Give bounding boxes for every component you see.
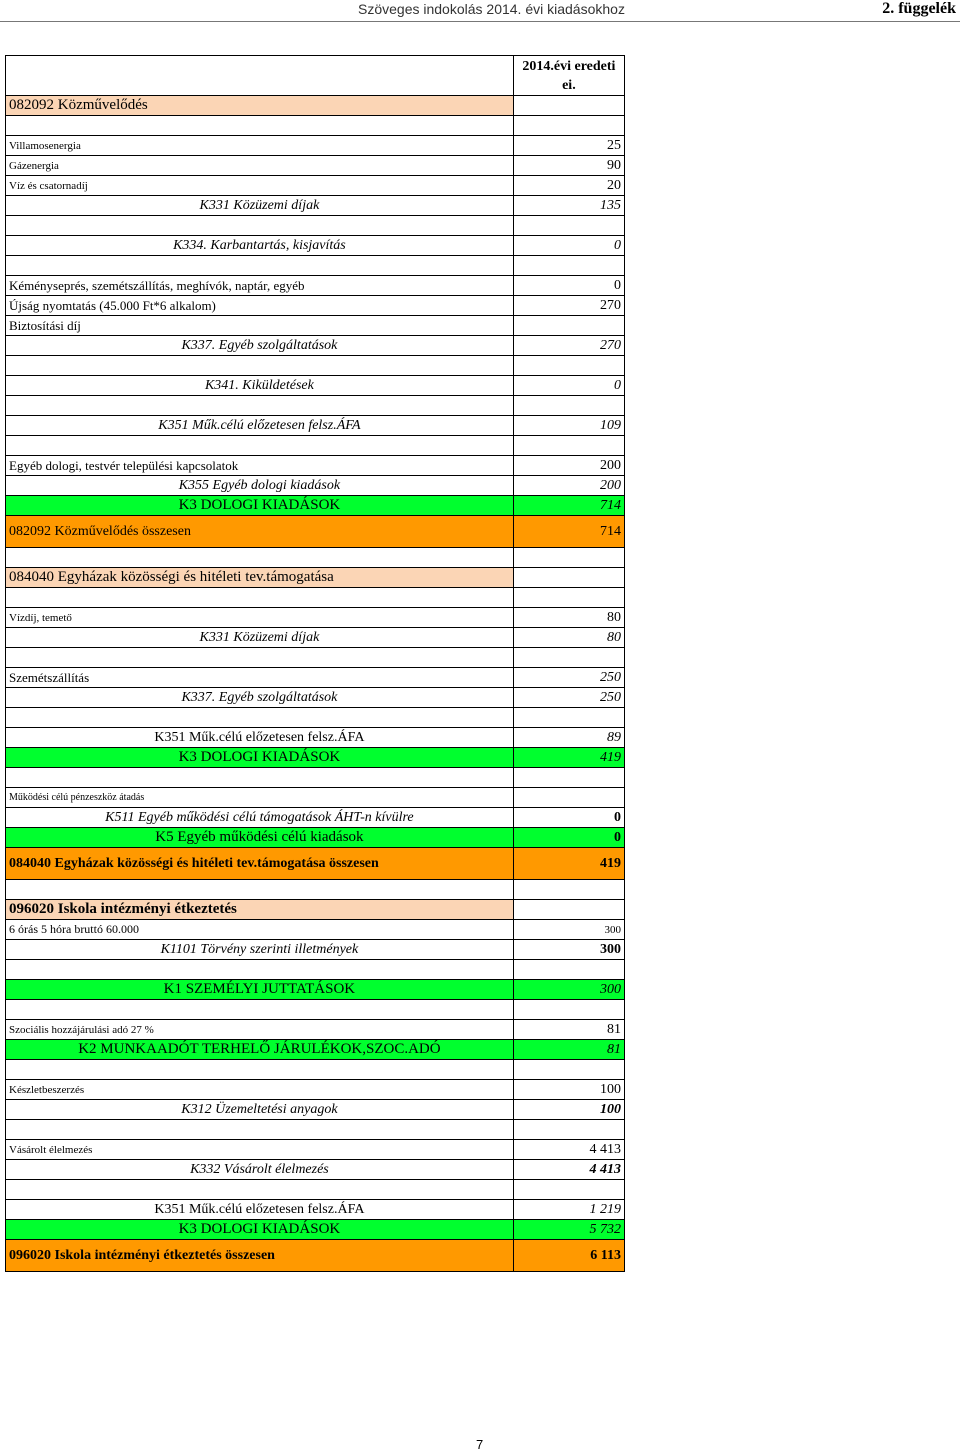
subtotal-label: K332 Vásárolt élelmezés — [6, 1160, 514, 1180]
label-cell — [6, 436, 514, 456]
subtotal-label: K337. Egyéb szolgáltatások — [6, 688, 514, 708]
column-header: 2014.évi eredeti ei. — [513, 56, 624, 96]
item-row — [6, 276, 625, 296]
section-row — [6, 568, 625, 588]
subtotal-row — [6, 476, 625, 496]
subtotal-value: 0 — [513, 376, 624, 396]
value-cell — [513, 1120, 624, 1140]
subtotal-label: K331 Közüzemi díjak — [6, 196, 514, 216]
label-cell — [6, 1060, 514, 1080]
page-number: 7 — [476, 1437, 484, 1452]
item-row — [6, 296, 625, 316]
empty-row — [6, 396, 625, 416]
category-total-label: K2 MUNKAADÓT TERHELŐ JÁRULÉKOK,SZOC.ADÓ — [6, 1040, 514, 1060]
subtotal-row — [6, 196, 625, 216]
subtotal-value: 109 — [513, 416, 624, 436]
subtotal-value: 135 — [513, 196, 624, 216]
subtotal-row — [6, 1100, 625, 1120]
label-cell — [6, 1000, 514, 1020]
label-cell — [6, 1120, 514, 1140]
item-value — [513, 316, 624, 336]
item-row — [6, 176, 625, 196]
section-row — [6, 900, 625, 920]
section-total-row — [6, 848, 625, 880]
subtotal-row — [6, 1160, 625, 1180]
section-total-value: 714 — [513, 516, 624, 548]
category-total-value: 419 — [513, 748, 624, 768]
value-cell — [513, 768, 624, 788]
empty-row — [6, 548, 625, 568]
item-label: Szociális hozzájárulási adó 27 % — [6, 1020, 514, 1040]
item-label: Egyéb dologi, testvér települési kapcsolatok — [6, 456, 514, 476]
label-cell — [6, 216, 514, 236]
subtotal-value: 4 413 — [513, 1160, 624, 1180]
column-header-row — [6, 56, 625, 96]
label-cell — [6, 960, 514, 980]
item-value: 250 — [513, 668, 624, 688]
value-cell — [513, 96, 624, 116]
label-cell — [6, 396, 514, 416]
label-cell — [6, 1180, 514, 1200]
item-value: 80 — [513, 608, 624, 628]
subtotal-value: 1 219 — [513, 1200, 624, 1220]
empty-row — [6, 768, 625, 788]
category-total-value: 0 — [513, 828, 624, 848]
subtotal-row — [6, 236, 625, 256]
subtotal-label: K331 Közüzemi díjak — [6, 628, 514, 648]
category-total-row — [6, 496, 625, 516]
subtotal-value: 300 — [513, 940, 624, 960]
value-cell — [513, 1060, 624, 1080]
category-total-value: 5 732 — [513, 1220, 624, 1240]
subtotal-row — [6, 376, 625, 396]
item-row — [6, 668, 625, 688]
appendix-label: 2. függelék — [882, 0, 956, 17]
category-total-row — [6, 980, 625, 1000]
subtotal-label: K312 Üzemeltetési anyagok — [6, 1100, 514, 1120]
header-divider — [0, 21, 960, 22]
subtotal-label: K351 Műk.célú előzetesen felsz.ÁFA — [6, 728, 514, 748]
subtotal-value: 270 — [513, 336, 624, 356]
value-cell — [513, 708, 624, 728]
empty-row — [6, 588, 625, 608]
item-row — [6, 1140, 625, 1160]
value-cell — [513, 356, 624, 376]
category-total-value: 714 — [513, 496, 624, 516]
value-cell — [513, 900, 624, 920]
category-total-value: 81 — [513, 1040, 624, 1060]
value-cell — [513, 396, 624, 416]
subtotal-row — [6, 688, 625, 708]
label-cell — [6, 648, 514, 668]
item-label: Villamosenergia — [6, 136, 514, 156]
page-header — [0, 0, 960, 20]
category-total-row — [6, 748, 625, 768]
subtotal-label: K351 Műk.célú előzetesen felsz.ÁFA — [6, 1200, 514, 1220]
empty-row — [6, 880, 625, 900]
empty-row — [6, 116, 625, 136]
value-cell — [513, 548, 624, 568]
category-total-label: K1 SZEMÉLYI JUTTATÁSOK — [6, 980, 514, 1000]
item-value — [513, 788, 624, 808]
subtotal-label: K355 Egyéb dologi kiadások — [6, 476, 514, 496]
empty-row — [6, 1000, 625, 1020]
subtotal-value: 0 — [513, 808, 624, 828]
item-label: Gázenergia — [6, 156, 514, 176]
section-total-label: 082092 Közművelődés összesen — [6, 516, 514, 548]
subtotal-row — [6, 416, 625, 436]
value-cell — [513, 1180, 624, 1200]
section-total-row — [6, 516, 625, 548]
item-row — [6, 1020, 625, 1040]
item-label: Vásárolt élelmezés — [6, 1140, 514, 1160]
subtotal-row — [6, 808, 625, 828]
section-total-value: 419 — [513, 848, 624, 880]
item-label: Víz és csatornadíj — [6, 176, 514, 196]
subtotal-row — [6, 940, 625, 960]
item-label: Biztosítási díj — [6, 316, 514, 336]
section-row — [6, 96, 625, 116]
empty-row — [6, 216, 625, 236]
subtotal-value: 89 — [513, 728, 624, 748]
value-cell — [513, 588, 624, 608]
label-cell — [6, 588, 514, 608]
subtotal-value: 250 — [513, 688, 624, 708]
category-total-label: K3 DOLOGI KIADÁSOK — [6, 496, 514, 516]
section-total-label: 096020 Iskola intézményi étkeztetés összesen — [6, 1240, 514, 1272]
empty-row — [6, 256, 625, 276]
category-total-value: 300 — [513, 980, 624, 1000]
subtotal-row — [6, 628, 625, 648]
item-row — [6, 156, 625, 176]
category-total-row — [6, 1220, 625, 1240]
label-cell — [6, 768, 514, 788]
category-total-row — [6, 1040, 625, 1060]
item-value: 270 — [513, 296, 624, 316]
subtotal-value: 0 — [513, 236, 624, 256]
item-value: 20 — [513, 176, 624, 196]
subtotal-label: K511 Egyéb működési célú támogatások ÁHT-n kívülre — [6, 808, 514, 828]
item-row — [6, 920, 625, 940]
empty-row — [6, 1060, 625, 1080]
item-row — [6, 136, 625, 156]
subtotal-label: K341. Kiküldetések — [6, 376, 514, 396]
section-title: 084040 Egyházak közösségi és hitéleti tev.támogatása — [6, 568, 514, 588]
section-total-value: 6 113 — [513, 1240, 624, 1272]
empty-row — [6, 1180, 625, 1200]
section-total-row — [6, 1240, 625, 1272]
value-cell — [513, 960, 624, 980]
subtotal-label: K334. Karbantartás, kisjavítás — [6, 236, 514, 256]
item-label: Szemétszállítás — [6, 668, 514, 688]
value-cell — [513, 436, 624, 456]
item-label: Vízdíj, temető — [6, 608, 514, 628]
item-value: 100 — [513, 1080, 624, 1100]
item-label: Újság nyomtatás (45.000 Ft*6 alkalom) — [6, 296, 514, 316]
item-row — [6, 1080, 625, 1100]
empty-row — [6, 1120, 625, 1140]
subtotal-value: 80 — [513, 628, 624, 648]
document-title: Szöveges indokolás 2014. évi kiadásokhoz — [358, 1, 625, 17]
empty-row — [6, 960, 625, 980]
category-total-label: K5 Egyéb működési célú kiadások — [6, 828, 514, 848]
item-value: 200 — [513, 456, 624, 476]
label-cell — [6, 116, 514, 136]
item-value: 4 413 — [513, 1140, 624, 1160]
value-cell — [513, 648, 624, 668]
item-label: Működési célú pénzeszköz átadás — [6, 788, 514, 808]
item-value: 25 — [513, 136, 624, 156]
section-title: 082092 Közművelődés — [6, 96, 514, 116]
value-cell — [513, 116, 624, 136]
empty-row — [6, 356, 625, 376]
item-label: 6 órás 5 hóra bruttó 60.000 — [6, 920, 514, 940]
subtotal-label: K337. Egyéb szolgáltatások — [6, 336, 514, 356]
empty-row — [6, 648, 625, 668]
item-label: Kéményseprés, szemétszállítás, meghívók, naptár, egyéb — [6, 276, 514, 296]
subtotal-value: 200 — [513, 476, 624, 496]
empty-row — [6, 436, 625, 456]
budget-table — [5, 55, 625, 1272]
label-cell — [6, 548, 514, 568]
value-cell — [513, 880, 624, 900]
label-cell — [6, 708, 514, 728]
category-total-label: K3 DOLOGI KIADÁSOK — [6, 1220, 514, 1240]
header-blank-cell — [6, 56, 514, 96]
value-cell — [513, 256, 624, 276]
item-row — [6, 456, 625, 476]
item-value: 90 — [513, 156, 624, 176]
item-value: 81 — [513, 1020, 624, 1040]
subtotal-row — [6, 336, 625, 356]
category-total-row — [6, 828, 625, 848]
section-title: 096020 Iskola intézményi étkeztetés — [6, 900, 514, 920]
subtotal-row — [6, 1200, 625, 1220]
category-total-label: K3 DOLOGI KIADÁSOK — [6, 748, 514, 768]
label-cell — [6, 356, 514, 376]
empty-row — [6, 708, 625, 728]
item-label: Készletbeszerzés — [6, 1080, 514, 1100]
value-cell — [513, 1000, 624, 1020]
label-cell — [6, 256, 514, 276]
item-value: 300 — [513, 920, 624, 940]
subtotal-value: 100 — [513, 1100, 624, 1120]
subtotal-row — [6, 728, 625, 748]
section-total-label: 084040 Egyházak közösségi és hitéleti tev.támogatása összesen — [6, 848, 514, 880]
subtotal-label: K351 Műk.célú előzetesen felsz.ÁFA — [6, 416, 514, 436]
item-row — [6, 788, 625, 808]
label-cell — [6, 880, 514, 900]
value-cell — [513, 216, 624, 236]
value-cell — [513, 568, 624, 588]
subtotal-label: K1101 Törvény szerinti illetmények — [6, 940, 514, 960]
item-row — [6, 316, 625, 336]
item-row — [6, 608, 625, 628]
item-value: 0 — [513, 276, 624, 296]
